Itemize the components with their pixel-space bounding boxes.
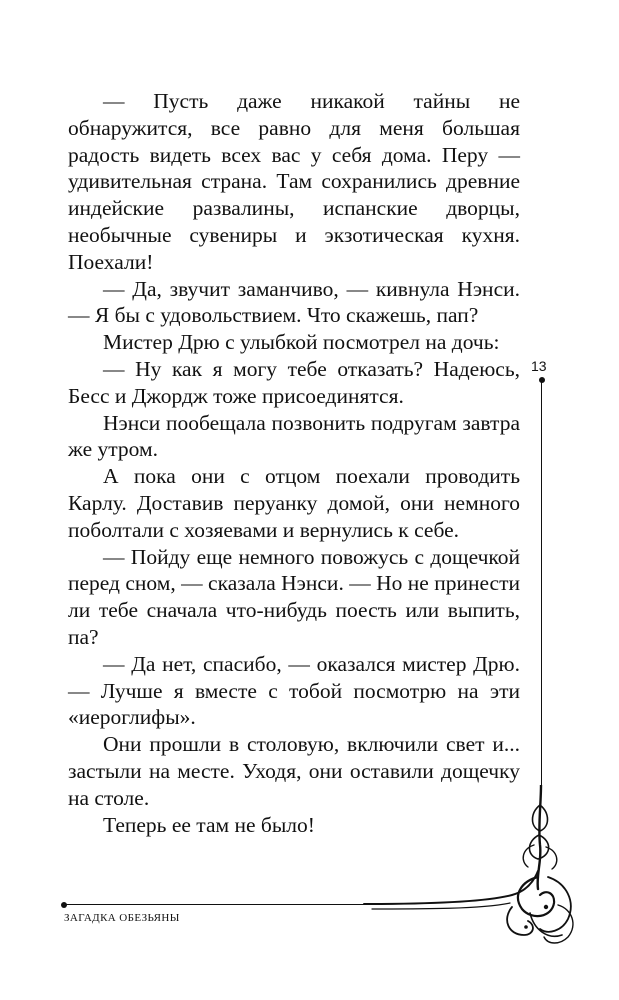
paragraph: Они прошли в столовую, включили свет и... застыли на месте. Уходя, они оставили дощечку на столе. xyxy=(68,732,520,810)
bottom-rule xyxy=(64,904,366,905)
paragraph: Теперь ее там не было! xyxy=(103,812,315,837)
page-number: 13 xyxy=(531,358,547,374)
side-rule xyxy=(541,380,542,790)
paragraph: — Ну как я могу тебе отказать? Надеюсь, Бесс и Джордж тоже присоединятся. xyxy=(68,356,520,408)
body-text xyxy=(68,88,520,838)
paragraph: — Пусть даже никакой тайны не обнаружится, все равно для меня большая радость видеть всех вас у себя дома. Перу — удивительная страна. Там сохранились древние индейские развалины, испанские дворцы, необычные сувениры и экзотическая кухня. Поехали! xyxy=(68,89,520,274)
paragraph: Мистер Дрю с улыбкой посмотрел на дочь: xyxy=(103,330,500,355)
flourish-ornament-icon xyxy=(362,785,582,950)
paragraph: А пока они с отцом поехали проводить Карлу. Доставив перуанку домой, они немного поболтали с хозяевами и вернулись к себе. xyxy=(68,464,520,542)
paragraph: — Да нет, спасибо, — оказался мистер Дрю. — Лучше я вместе с тобой посмотрю на эти «иероглифы». xyxy=(68,651,520,730)
paragraph: — Да, звучит заманчиво, — кивнула Нэнси. — Я бы с удовольствием. Что скажешь, пап? xyxy=(68,276,520,328)
running-footer: ЗАГАДКА ОБЕЗЬЯНЫ xyxy=(64,912,180,924)
paragraph: — Пойду еще немного повожусь с дощечкой перед сном, — сказала Нэнси. — Но не принести ли тебе сначала что-нибудь поесть или выпить, па? xyxy=(68,544,520,649)
paragraph: Нэнси пообещала позвонить подругам завтра же утром. xyxy=(68,410,520,462)
